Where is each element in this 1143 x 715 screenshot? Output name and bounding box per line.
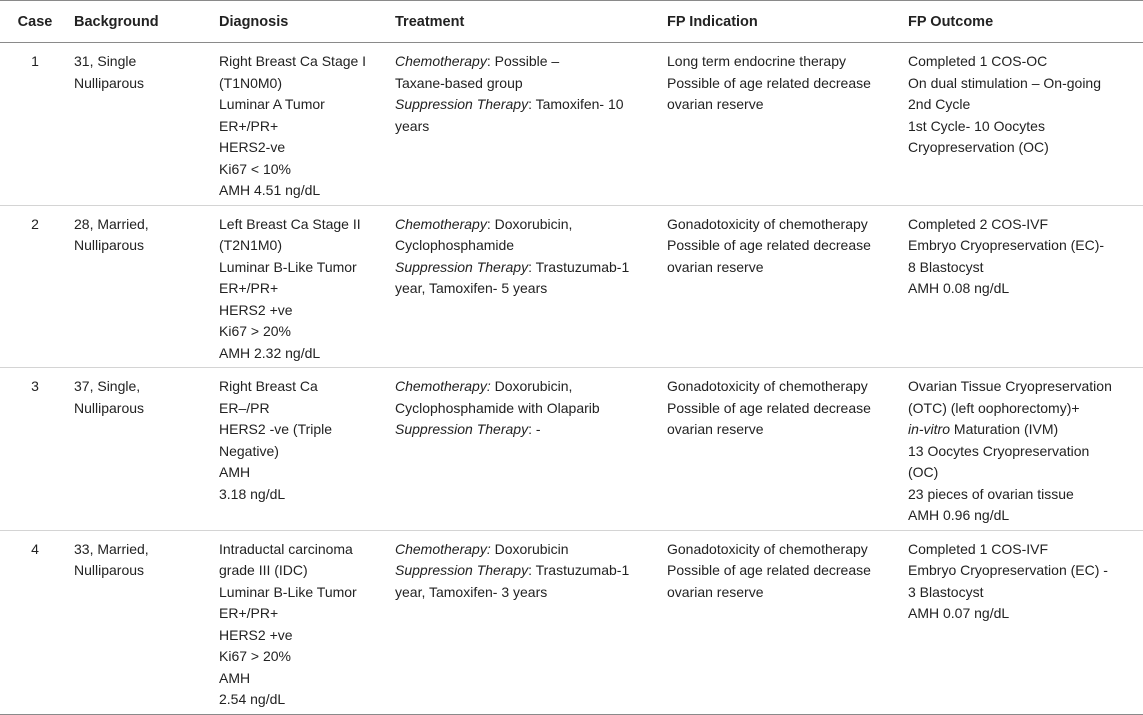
outcome-line: (OTC) (left oophorectomy)+ [908, 399, 1080, 416]
diagnosis-line: AMH 2.32 ng/dL [219, 344, 321, 361]
outcome-line: On dual stimulation – On-going [908, 74, 1101, 91]
header-row [0, 1, 1143, 43]
suppression-text: : Trastuzumab-1 [528, 562, 630, 578]
case-number: 4 [0, 530, 70, 714]
header-background: Background [70, 1, 215, 43]
outcome-cell [904, 43, 1143, 206]
outcome-line: 2nd Cycle [908, 96, 971, 112]
diagnosis-line: Luminar A Tumor [219, 96, 325, 112]
chemotherapy-label: Chemotherapy: [395, 378, 491, 394]
indication-cell [663, 530, 904, 714]
outcome-line: Maturation (IVM) [950, 421, 1059, 437]
diagnosis-cell [215, 205, 391, 368]
table-row [0, 368, 1143, 531]
outcome-line: Completed 2 COS-IVF [908, 215, 1049, 232]
outcome-cell [904, 368, 1143, 531]
chemotherapy-label: Chemotherapy [395, 215, 487, 232]
diagnosis-line: Right Breast Ca Stage I [219, 53, 367, 69]
diagnosis-line: Ki67 > 20% [219, 323, 291, 339]
background-line: 33, Married, [74, 540, 149, 557]
diagnosis-line: grade III (IDC) [219, 562, 308, 578]
diagnosis-line: (T2N1M0) [219, 237, 283, 253]
header-treatment: Treatment [391, 1, 663, 43]
chemotherapy-text: : Possible – [486, 53, 560, 69]
diagnosis-line: Luminar B-Like Tumor [219, 583, 357, 600]
treatment-cell [391, 530, 663, 714]
outcome-cell [904, 530, 1143, 714]
background-cell [70, 205, 215, 368]
background-line: Nulliparous [74, 74, 145, 91]
suppression-text: year, Tamoxifen- 5 years [395, 280, 548, 296]
outcome-line: 13 Oocytes Cryopreservation [908, 442, 1090, 459]
diagnosis-line: ER+/PR+ [219, 280, 279, 296]
indication-cell [663, 205, 904, 368]
outcome-line: Completed 1 COS-IVF [908, 540, 1049, 557]
outcome-line: AMH 0.96 ng/dL [908, 507, 1010, 523]
indication-line: Gonadotoxicity of chemotherapy [667, 215, 868, 232]
diagnosis-line: Negative) [219, 442, 279, 459]
chemotherapy-text: Cyclophosphamide [395, 237, 515, 253]
indication-line: Possible of age related decrease [667, 399, 871, 416]
indication-line: Possible of age related decrease [667, 74, 871, 91]
background-cell [70, 368, 215, 531]
outcome-italic-term: in-vitro [908, 421, 951, 437]
diagnosis-line: 2.54 ng/dL [219, 691, 286, 707]
diagnosis-line: HERS2 +ve [219, 301, 293, 318]
background-line: Nulliparous [74, 562, 145, 578]
chemotherapy-text: Cyclophosphamide with Olaparib [395, 399, 600, 416]
header-fp-indication: FP Indication [663, 1, 904, 43]
suppression-label: Suppression Therapy [395, 562, 529, 578]
indication-line: Possible of age related decrease [667, 237, 871, 253]
diagnosis-cell [215, 43, 391, 206]
diagnosis-line: Intraductal carcinoma [219, 540, 353, 557]
indication-line: Long term endocrine therapy [667, 53, 846, 69]
diagnosis-line: ER+/PR+ [219, 605, 279, 621]
header-case: Case [0, 1, 70, 43]
outcome-line: AMH 0.08 ng/dL [908, 280, 1010, 296]
diagnosis-line: AMH 4.51 ng/dL [219, 182, 321, 198]
suppression-text: years [395, 117, 430, 134]
header-diagnosis: Diagnosis [215, 1, 391, 43]
diagnosis-line: Right Breast Ca [219, 378, 318, 394]
outcome-line: (OC) [908, 464, 939, 480]
table-row [0, 205, 1143, 368]
suppression-label: Suppression Therapy [395, 258, 529, 275]
diagnosis-line: Left Breast Ca Stage II [219, 215, 361, 232]
background-line: Nulliparous [74, 237, 145, 253]
chemotherapy-text: : Doxorubicin, [486, 215, 573, 232]
background-line: Nulliparous [74, 399, 145, 416]
outcome-line: Embryo Cryopreservation (EC)- [908, 237, 1105, 253]
header-fp-outcome: FP Outcome [904, 1, 1143, 43]
diagnosis-line: 3.18 ng/dL [219, 485, 286, 502]
outcome-line: AMH 0.07 ng/dL [908, 605, 1010, 621]
background-cell [70, 530, 215, 714]
outcome-line: 1st Cycle- 10 Oocytes [908, 117, 1045, 134]
case-number: 3 [0, 368, 70, 531]
chemotherapy-label: Chemotherapy: [395, 540, 491, 557]
background-line: 31, Single [74, 53, 137, 69]
chemotherapy-text: Doxorubicin, [490, 378, 573, 394]
suppression-text: year, Tamoxifen- 3 years [395, 583, 548, 600]
indication-line: Gonadotoxicity of chemotherapy [667, 378, 868, 394]
diagnosis-line: HERS2-ve [219, 139, 286, 155]
outcome-line: 3 Blastocyst [908, 583, 984, 600]
suppression-label: Suppression Therapy [395, 421, 529, 437]
outcome-line: Cryopreservation (OC) [908, 139, 1049, 155]
diagnosis-line: (T1N0M0) [219, 74, 283, 91]
indication-cell [663, 368, 904, 531]
chemotherapy-text: Doxorubicin [490, 540, 569, 557]
suppression-label: Suppression Therapy [395, 96, 529, 112]
chemotherapy-text: Taxane-based group [395, 74, 523, 91]
diagnosis-line: HERS2 +ve [219, 626, 293, 643]
outcome-line: Ovarian Tissue Cryopreservation [908, 378, 1112, 394]
diagnosis-cell [215, 530, 391, 714]
indication-line: Gonadotoxicity of chemotherapy [667, 540, 868, 557]
diagnosis-line: ER–/PR [219, 399, 270, 416]
background-line: 37, Single, [74, 378, 141, 394]
outcome-line: Completed 1 COS-OC [908, 53, 1048, 69]
diagnosis-line: Luminar B-Like Tumor [219, 258, 357, 275]
diagnosis-line: AMH [219, 669, 251, 686]
indication-line: ovarian reserve [667, 583, 764, 600]
diagnosis-line: Ki67 < 10% [219, 160, 291, 177]
diagnosis-line: ER+/PR+ [219, 117, 279, 134]
diagnosis-cell [215, 368, 391, 531]
table-row [0, 43, 1143, 206]
outcome-line: 8 Blastocyst [908, 258, 984, 275]
suppression-text: : - [528, 421, 541, 437]
chemotherapy-label: Chemotherapy [395, 53, 487, 69]
diagnosis-line: Ki67 > 20% [219, 648, 291, 664]
indication-line: ovarian reserve [667, 96, 764, 112]
suppression-text: : Tamoxifen- 10 [528, 96, 624, 112]
outcome-line: 23 pieces of ovarian tissue [908, 485, 1074, 502]
outcome-line: Embryo Cryopreservation (EC) - [908, 562, 1108, 578]
indication-line: ovarian reserve [667, 421, 764, 437]
indication-line: Possible of age related decrease [667, 562, 871, 578]
outcome-cell [904, 205, 1143, 368]
table-row [0, 530, 1143, 714]
indication-cell [663, 43, 904, 206]
background-cell [70, 43, 215, 206]
background-line: 28, Married, [74, 215, 149, 232]
treatment-cell [391, 43, 663, 206]
indication-line: ovarian reserve [667, 258, 764, 275]
suppression-text: : Trastuzumab-1 [528, 258, 630, 275]
case-number: 2 [0, 205, 70, 368]
case-number: 1 [0, 43, 70, 206]
treatment-cell [391, 368, 663, 531]
diagnosis-line: AMH [219, 464, 251, 480]
diagnosis-line: HERS2 -ve (Triple [219, 421, 333, 437]
treatment-cell [391, 205, 663, 368]
